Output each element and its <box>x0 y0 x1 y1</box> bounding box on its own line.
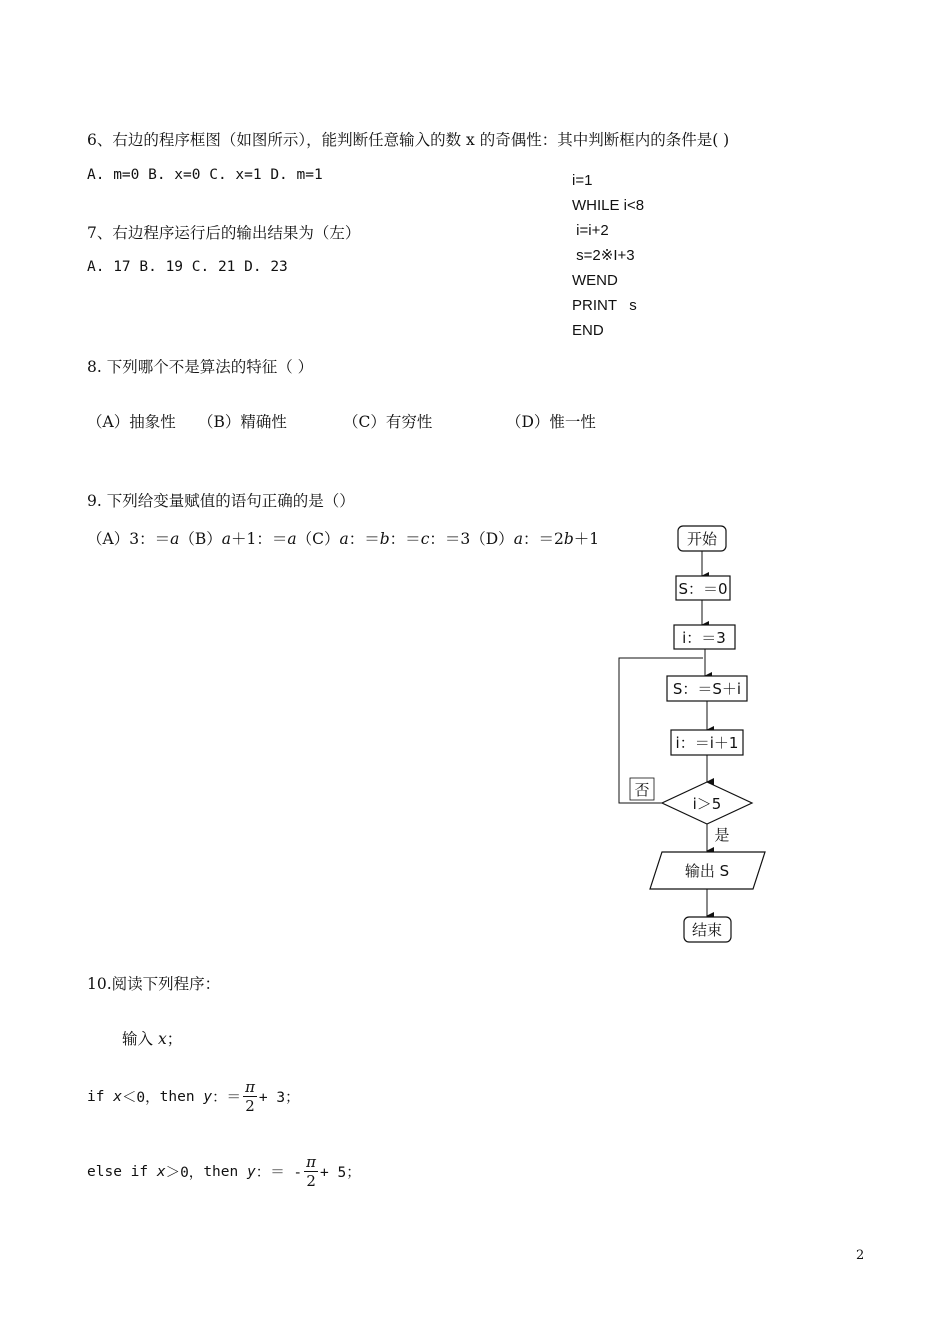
q10-frac-den: 2 <box>245 1097 255 1115</box>
q10-fraction <box>304 1153 318 1190</box>
q10-assign: ：＝ <box>212 1090 242 1106</box>
flowchart-output-label: 输出 S <box>684 862 730 880</box>
q9-opt-a-label: （A） <box>87 530 130 548</box>
q10-frac-num: π <box>245 1078 255 1096</box>
flowchart-i-init-label: i：＝3 <box>682 629 726 647</box>
q10-tail: + 3； <box>258 1090 300 1106</box>
q10-cond: ＞0， <box>165 1165 204 1181</box>
q9-opt-d-end: ＋1 <box>573 530 600 548</box>
q10-elseif-line <box>87 1153 361 1190</box>
q10-y-var: y <box>203 1088 213 1105</box>
flowchart-start-label: 开始 <box>686 530 718 548</box>
code-line-4: s=2※I+3 <box>572 247 635 264</box>
q9-var: c <box>420 530 430 548</box>
q9-var: a <box>221 530 231 548</box>
code-line-1: i=1 <box>572 172 593 189</box>
code-line-5: WEND <box>572 272 618 289</box>
q9-opt-c-sep: ：＝ <box>389 530 421 548</box>
code-line-2: WHILE i<8 <box>572 197 645 214</box>
q9-text: 9. 下列给变量赋值的语句正确的是（） <box>87 492 355 510</box>
q8-option-d: （D）惟一性 <box>506 413 596 431</box>
flowchart <box>610 520 780 950</box>
q9-var: a <box>513 530 523 548</box>
q10-if-line <box>87 1078 300 1115</box>
q10-assign: ：＝ - <box>255 1165 303 1181</box>
q9-opt-d-label: （D） <box>470 530 514 548</box>
q9-opt-c-sep: ：＝ <box>348 530 380 548</box>
q10-input-line <box>122 1027 182 1049</box>
q8-option-b: （B）精确性 <box>198 413 287 431</box>
q10-var: x <box>113 1088 122 1105</box>
q9-opt-a-expr: 3：＝ <box>129 530 171 548</box>
q10-input-label: 输入 <box>122 1030 158 1048</box>
q9-var: b <box>563 530 574 548</box>
q9-opt-b-expr: ＋1：＝ <box>230 530 288 548</box>
q8-option-a: （A）抽象性 <box>87 413 176 431</box>
q9-opt-d-expr: ：＝2 <box>522 530 564 548</box>
q6-text: 6、右边的程序框图（如图所示），能判断任意输入的数 x 的奇偶性：其中判断框内的条件是( ) <box>87 131 730 149</box>
flowchart-end-label: 结束 <box>691 921 723 939</box>
program-code-block <box>572 168 644 343</box>
q9-var: b <box>379 530 390 548</box>
q7-text: 7、右边程序运行后的输出结果为（左） <box>87 224 361 242</box>
q9-var: a <box>287 530 297 548</box>
q10-title: 10.阅读下列程序： <box>87 975 221 993</box>
q9-var: a <box>170 530 180 548</box>
code-line-6: PRINT s <box>572 297 637 314</box>
q9-opt-b-label: （B） <box>179 530 222 548</box>
flowchart-yes-label: 是 <box>714 826 730 844</box>
q6-options: A. m=0 B. x=0 C. x=1 D. m=1 <box>87 167 323 183</box>
q10-var: x <box>156 1163 166 1180</box>
q10-then-keyword: then <box>159 1088 195 1105</box>
page-number: 2 <box>856 1248 865 1263</box>
q7-options: A. 17 B. 19 C. 21 D. 23 <box>87 259 288 275</box>
flowchart-no-label: 否 <box>634 781 650 799</box>
code-line-7: END <box>572 322 604 339</box>
q8-text: 8. 下列哪个不是算法的特征（ ） <box>87 358 314 376</box>
q10-tail: + 5； <box>320 1165 361 1181</box>
q10-if-keyword: if <box>87 1088 105 1105</box>
q9-opt-c-end: ：＝3 <box>429 530 471 548</box>
q10-frac-num: π <box>306 1153 317 1171</box>
q9-opt-c-label: （C） <box>296 530 340 548</box>
q10-frac-den: 2 <box>306 1172 316 1190</box>
q10-elseif-keyword: else if <box>87 1163 149 1180</box>
flowchart-s-update-label: S：＝S＋i <box>672 680 742 698</box>
q10-input-end: ； <box>166 1030 183 1048</box>
q10-input-var: x <box>157 1030 167 1048</box>
code-line-3: i=i+2 <box>572 222 609 239</box>
q10-fraction <box>243 1078 257 1115</box>
flowchart-decision-label: i＞5 <box>692 795 722 813</box>
q8-option-c: （C）有穷性 <box>343 413 433 431</box>
q10-y-var: y <box>246 1163 256 1180</box>
q10-cond: ＜0， <box>121 1090 160 1106</box>
q9-var: a <box>339 530 349 548</box>
q9-options <box>87 527 599 549</box>
flowchart-i-update-label: i：＝i＋1 <box>675 734 739 752</box>
flowchart-s-init-label: S：＝0 <box>678 580 728 598</box>
q10-then-keyword: then <box>203 1163 239 1180</box>
